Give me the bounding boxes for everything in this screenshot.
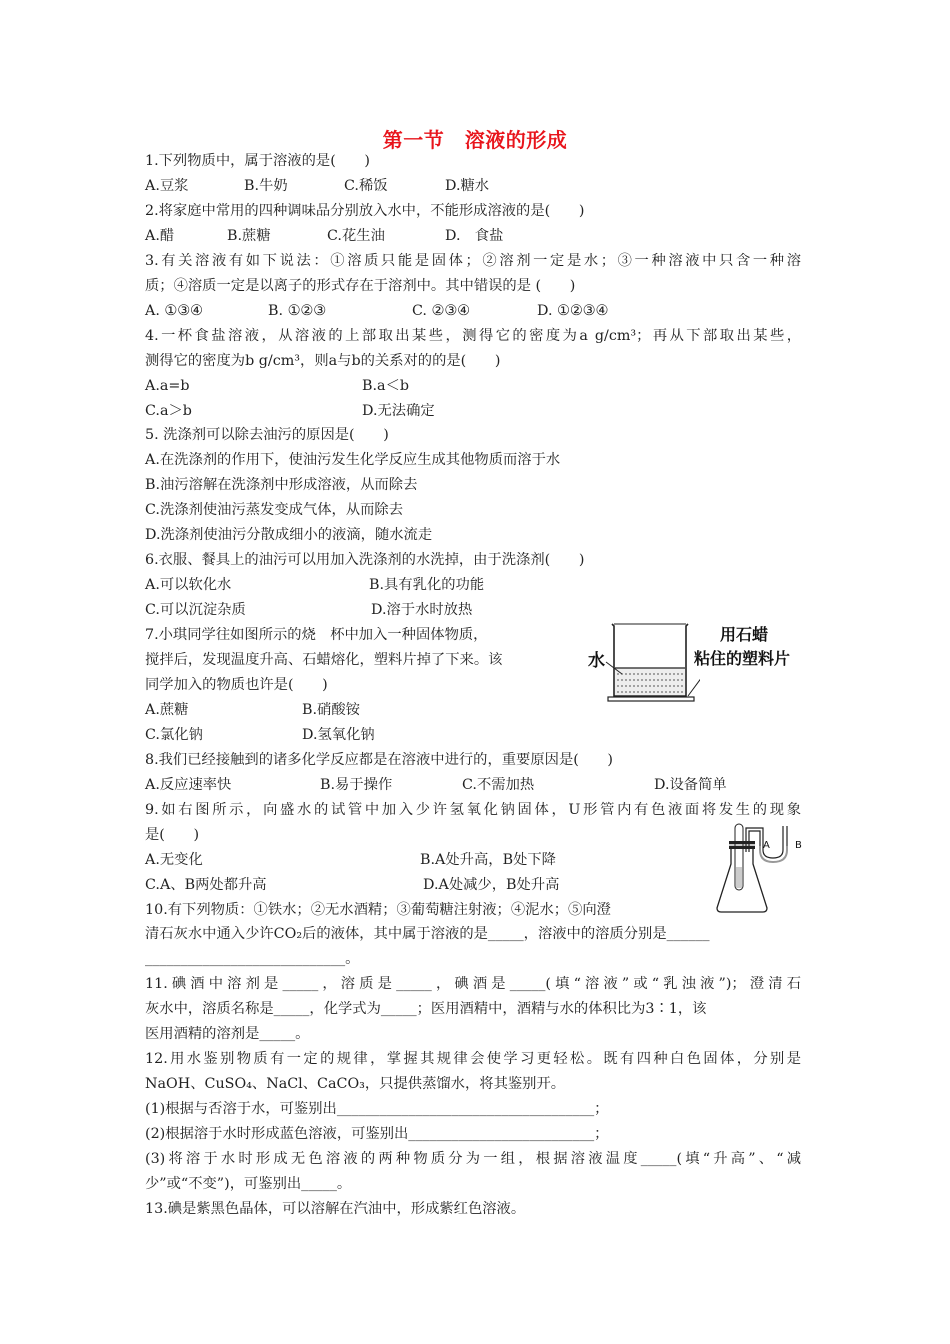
text-line — [145, 275, 575, 297]
text-line — [145, 200, 584, 222]
line-text: (2)根据溶于水时形成蓝色溶液，可鉴别出__________________________； — [145, 1126, 609, 1143]
text-line — [145, 524, 432, 546]
text-line — [145, 250, 801, 272]
option: A.无变化 — [145, 851, 203, 868]
option: C.不需加热 — [462, 776, 535, 793]
option: B.具有乳化的功能 — [369, 577, 485, 594]
text-line — [145, 1148, 801, 1170]
line-text: 7.小琪同学往如图所示的烧 杯中加入一种固体物质， — [145, 627, 488, 644]
text-line — [145, 674, 328, 696]
text-line — [145, 449, 560, 471]
text-line — [145, 799, 801, 821]
option: B. ①②③ — [268, 302, 327, 319]
flask-figure — [715, 822, 810, 917]
option: D. ①②③④ — [537, 302, 609, 319]
text-line — [145, 1048, 801, 1070]
text-line — [145, 1198, 525, 1220]
text-line — [145, 899, 611, 921]
line-text: A.在洗涤剂的作用下，使油污发生化学反应生成其他物质而溶于水 — [145, 452, 561, 469]
option: D.A处减少，B处升高 — [423, 876, 560, 893]
line-text: 质；④溶质一定是以离子的形式存在于溶剂中。其中错误的是 ( ) — [145, 277, 576, 294]
line-text: 4.一杯食盐溶液，从溶液的上部取出某些，测得它的密度为a g/cm³；再从下部取出某些， — [145, 327, 801, 344]
option: B.A处升高，B处下降 — [420, 851, 556, 868]
line-text: 8.我们已经接触到的诸多化学反应都是在溶液中进行的，重要原因是( ) — [145, 751, 613, 768]
wax-label-line1: 用石蜡 — [720, 625, 769, 644]
option: B.a＜b — [362, 377, 410, 394]
text-line — [145, 923, 710, 945]
option: D.氢氧化钠 — [302, 726, 375, 743]
line-text: 同学加入的物质也许是( ) — [145, 676, 328, 693]
option: C.稀饭 — [344, 177, 388, 194]
line-text: (3)将溶于水时形成无色溶液的两种物质分为一组，根据溶液温度_____(填“升高”、“减 — [145, 1151, 801, 1167]
option: C.氯化钠 — [145, 726, 203, 743]
line-text: D.洗涤剂使油污分散成细小的液滴，随水流走 — [145, 527, 433, 544]
option: A.豆浆 — [145, 177, 189, 194]
line-text: 是( ) — [145, 826, 200, 843]
option: D.糖水 — [445, 177, 490, 194]
option: B.易于操作 — [320, 776, 393, 793]
option: B.牛奶 — [244, 177, 288, 194]
option: A.反应速率快 — [145, 776, 232, 793]
option: C.可以沉淀杂质 — [145, 602, 246, 619]
option: D.无法确定 — [362, 402, 435, 419]
text-line — [145, 499, 403, 521]
water-label: 水 — [588, 651, 605, 671]
wax-label-line2: 粘住的塑料片 — [694, 649, 791, 668]
line-text: 3.有关溶液有如下说法：①溶质只能是固体；②溶剂一定是水；③一种溶液中只含一种溶 — [145, 252, 801, 269]
option: D. 食盐 — [445, 227, 504, 244]
line-text: 医用酒精的溶剂是_____。 — [145, 1026, 310, 1043]
text-line — [145, 1073, 565, 1095]
text-line — [145, 424, 389, 446]
text-line — [145, 998, 706, 1020]
line-text: 11.碘酒中溶剂是_____，溶质是_____，碘酒是_____(填“溶液”或“乳浊液”)；澄清石 — [145, 976, 801, 993]
line-text: 少”或“不变”)，可鉴别出_____。 — [145, 1175, 352, 1192]
line-text: 6.衣服、餐具上的油污可以用加入洗涤剂的水洗掉，由于洗涤剂( ) — [145, 552, 585, 569]
line-text: 13.碘是紫黑色晶体，可以溶解在汽油中，形成紫红色溶液。 — [145, 1200, 526, 1217]
text-line — [145, 649, 502, 671]
option: B.蔗糖 — [227, 227, 271, 244]
option: A.蔗糖 — [145, 701, 189, 718]
line-text: 1.下列物质中，属于溶液的是( ) — [145, 153, 370, 169]
line-text: (1)根据与否溶于水，可鉴别出____________________________________； — [145, 1101, 609, 1118]
text-line — [145, 1123, 608, 1145]
text-line — [145, 749, 613, 771]
line-text: 12.用水鉴别物质有一定的规律，掌握其规律会使学习更轻松。既有四种白色固体，分别是 — [145, 1051, 801, 1068]
line-text: 清石灰水中通入少许CO₂后的液体，其中属于溶液的是_____，溶液中的溶质分别是______ — [145, 926, 710, 943]
text-line — [145, 474, 417, 496]
beaker-drawing — [590, 618, 700, 708]
page-title: 第一节 溶液的形成 — [382, 128, 568, 152]
line-text: ____________________________。 — [145, 951, 360, 968]
text-line — [145, 1173, 351, 1195]
text-line — [145, 624, 487, 646]
option: C.a＞b — [145, 402, 192, 419]
line-text: B.油污溶解在洗涤剂中形成溶液，从而除去 — [145, 477, 418, 494]
line-text: 搅拌后，发现温度升高、石蜡熔化，塑料片掉了下来。该 — [145, 652, 503, 668]
label-b: B — [795, 840, 802, 851]
text-line — [145, 973, 801, 995]
option: C.A、B两处都升高 — [145, 876, 267, 893]
label-a: A — [763, 840, 770, 851]
line-text: C.洗涤剂使油污蒸发变成气体，从而除去 — [145, 502, 404, 519]
option: D.溶于水时放热 — [371, 602, 473, 619]
text-line — [145, 824, 199, 846]
option: D.设备简单 — [654, 776, 727, 793]
line-text: NaOH、CuSO₄、NaCl、CaCO₃，只提供蒸馏水，将其鉴别开。 — [145, 1076, 566, 1093]
text-line — [145, 350, 500, 372]
text-line — [145, 1098, 608, 1120]
text-line — [145, 549, 584, 571]
line-text: 灰水中，溶质名称是_____，化学式为_____；医用酒精中，酒精与水的体积比为3∶1，该 — [145, 1001, 707, 1018]
option: A.醋 — [145, 227, 175, 244]
flask-drawing — [715, 822, 810, 917]
option: C. ②③④ — [412, 302, 470, 319]
option: B.硝酸铵 — [302, 701, 360, 718]
beaker-figure — [590, 618, 810, 708]
text-line — [145, 948, 359, 970]
option: A.a=b — [145, 377, 190, 394]
line-text: 2.将家庭中常用的四种调味品分别放入水中，不能形成溶液的是( ) — [145, 202, 585, 219]
option: A.可以软化水 — [145, 577, 232, 594]
line-text: 测得它的密度为b g/cm³，则a与b的关系对的的是( ) — [145, 352, 501, 369]
option: C.花生油 — [327, 227, 385, 244]
text-line — [145, 1023, 309, 1045]
line-text: 5. 洗涤剂可以除去油污的原因是( ) — [145, 427, 389, 444]
line-text: 9.如右图所示，向盛水的试管中加入少许氢氧化钠固体，U形管内有色液面将发生的现象 — [145, 801, 801, 818]
line-text: 10.有下列物质：①铁水；②无水酒精；③葡萄糖注射液；④泥水；⑤向澄 — [145, 901, 611, 918]
text-line — [145, 325, 801, 347]
text-line — [145, 150, 370, 172]
option: A. ①③④ — [145, 302, 203, 319]
